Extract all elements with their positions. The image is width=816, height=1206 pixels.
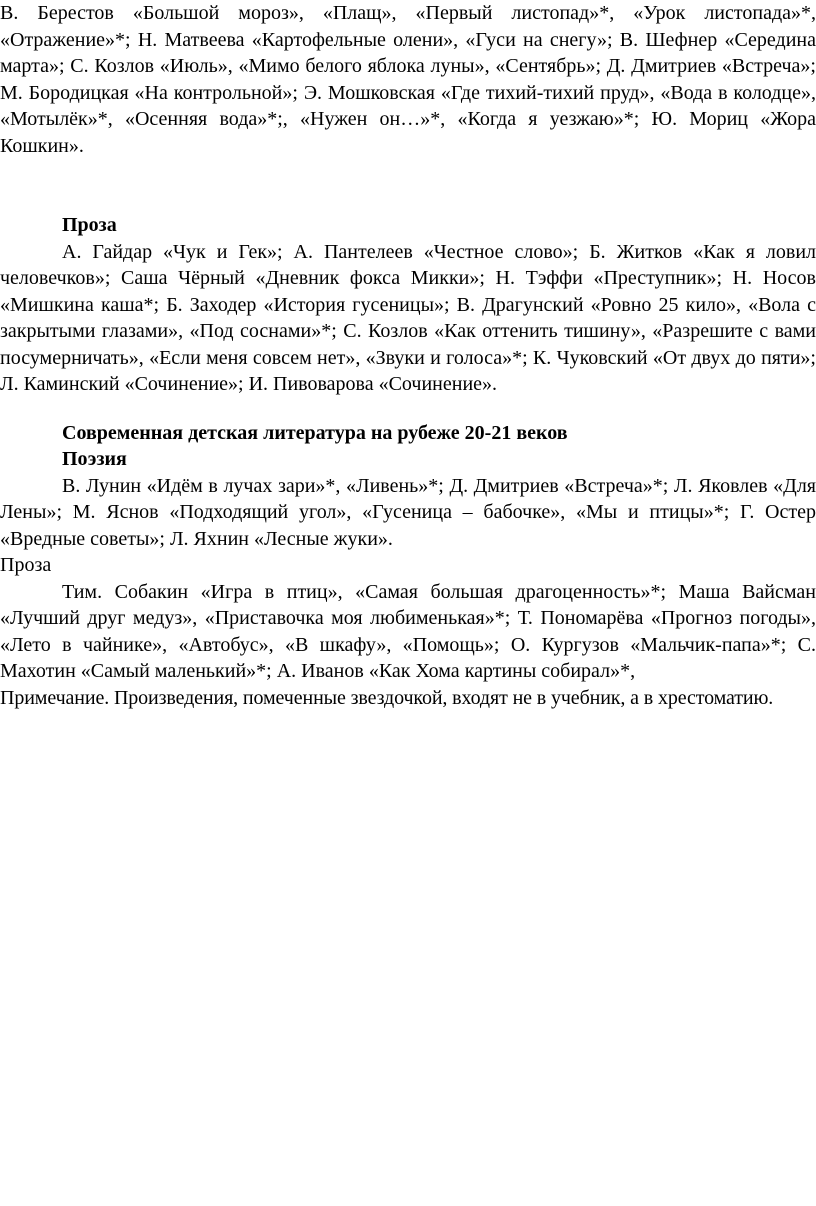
poetry-list-paragraph: В. Берестов «Большой мороз», «Плащ», «Первый листопад»*, «Урок листопада»*, «Отражение»*; Н. Матвеева «Картофельные олени», «Гуси на снегу»; В. Шефнер «Середина марта»; С. Козлов «Июль», «Мимо белого яблока луны», «Сентябрь»; Д. Дмитриев «Встреча»; М. Бородицкая «На контрольной»; Э. Мошковская «Где тихий-тихий пруд», «Вода в колодце», «Мотылёк»*, «Осенняя вода»*;, «Нужен он…»*, «Когда я уезжаю»*; Ю. Мориц «Жора Кошкин». bbox=[0, 2, 816, 157]
section-spacer bbox=[0, 159, 816, 212]
modern-poetry-paragraph: В. Лунин «Идём в лучах зари»*, «Ливень»*; Д. Дмитриев «Встреча»*; Л. Яковлев «Для Лены»; М. Яснов «Подходящий угол», «Гусеница – бабочке», «Мы и птицы»*; Г. Остер «Вредные советы»; Л. Яхнин «Лесные жуки». bbox=[0, 474, 816, 550]
section-spacer bbox=[0, 398, 816, 420]
prose-heading: Проза bbox=[62, 214, 117, 236]
modern-prose-label: Проза bbox=[0, 554, 52, 576]
poetry-heading: Поэзия bbox=[62, 448, 127, 470]
modern-prose-paragraph: Тим. Собакин «Игра в птиц», «Самая большая драгоценность»*; Маша Вайсман «Лучший друг медуз», «Приставочка моя любименькая»*; Т. Пономарёва «Прогноз погоды», «Лето в чайнике», «Автобус», «В шкафу», «Помощь»; О. Кургузов «Мальчик-папа»*; С. Махотин «Самый маленький»*; А. Иванов «Как Хома картины собирал»*, bbox=[0, 580, 816, 682]
prose-list-paragraph: А. Гайдар «Чук и Гек»; А. Пантелеев «Честное слово»; Б. Житков «Как я ловил человечков»; Саша Чёрный «Дневник фокса Микки»; Н. Тэффи «Преступник»; Н. Носов «Мишкина каша*; Б. Заходер «История гусеницы»; В. Драгунский «Ровно 25 кило», «Вола с закрытыми глазами», «Под соснами»*; С. Козлов «Как оттенить тишину», «Разрешите с вами посумерничать», «Если меня совсем нет», «Звуки и голоса»*; К. Чуковский «От двух до пяти»; Л. Каминский «Сочинение»; И. Пивоварова «Сочинение». bbox=[0, 240, 816, 395]
note-text: Примечание. Произведения, помеченные звездочкой, входят не в учебник, а в хрестоматию. bbox=[0, 686, 774, 709]
modern-literature-heading: Современная детская литература на рубеже 20-21 веков bbox=[62, 421, 568, 444]
